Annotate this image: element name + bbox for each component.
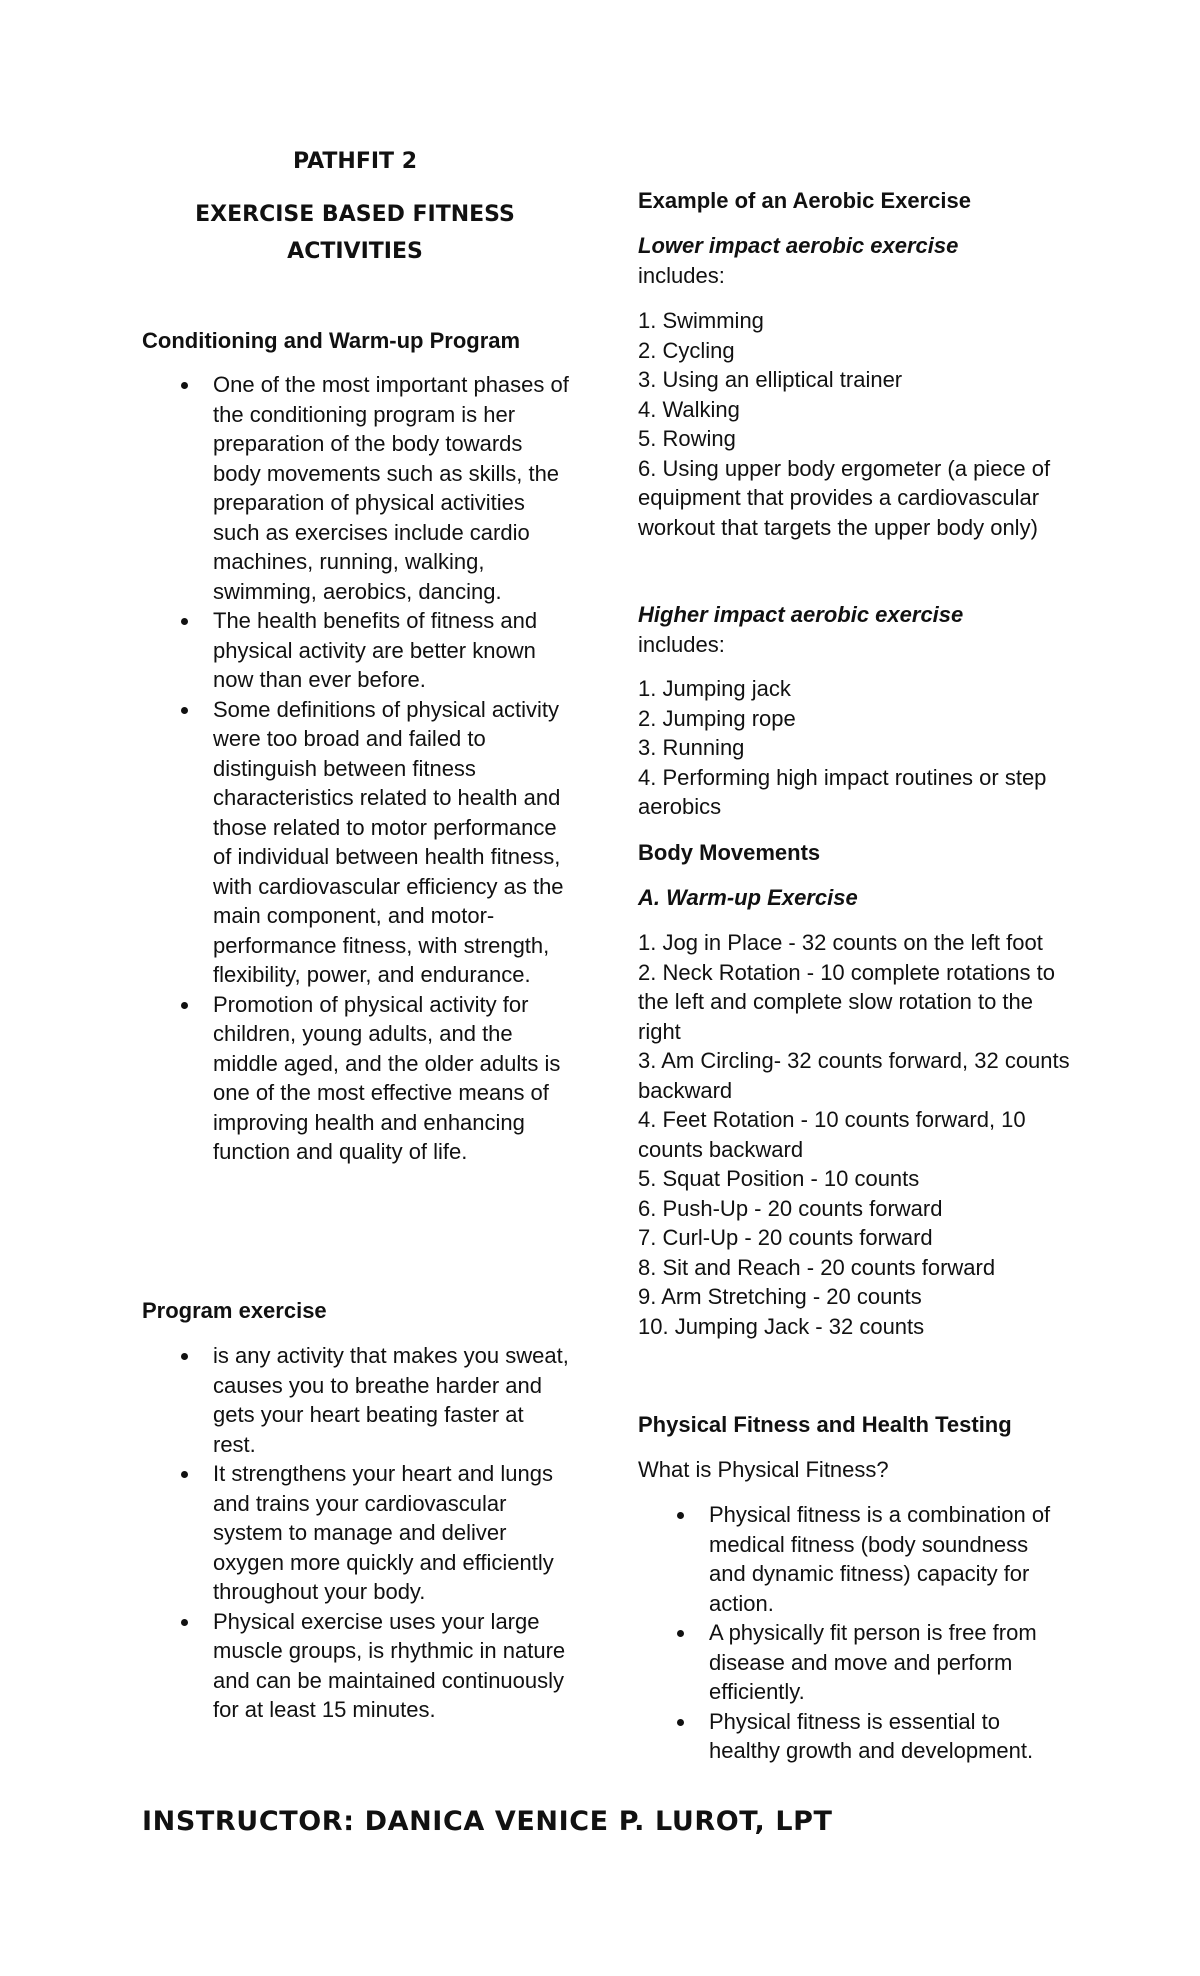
instructor-line: INSTRUCTOR: DANICA VENICE P. LUROT, LPT (142, 1806, 833, 1837)
program-bullet-list (142, 1341, 572, 1725)
lower-impact-item: 6. Using upper body ergometer (a piece of equipment that provides a cardiovascular workout that targets the upper body only) (638, 455, 1051, 540)
warmup-item: 3. Am Circling- 32 counts forward, 32 counts backward (638, 1048, 1070, 1103)
lower-impact-item: 3. Using an elliptical trainer (638, 367, 903, 392)
higher-impact-item: 2. Jumping rope (638, 705, 796, 731)
higher-impact-item: 3. Running (638, 735, 745, 760)
lower-impact-list (638, 306, 1070, 542)
testing-bullet: Physical fitness is essential to healthy growth and development. (638, 1707, 1070, 1766)
warmup-item: 2. Neck Rotation - 10 complete rotations to the left and complete slow rotation to the right (638, 959, 1055, 1044)
warmup-item: 10. Jumping Jack - 32 counts (638, 1313, 925, 1339)
higher-impact-list (638, 674, 1070, 822)
warmup-item: 9. Arm Stretching - 20 counts (638, 1284, 922, 1309)
lower-impact-includes: includes: (638, 263, 725, 288)
lower-impact-item: 4. Walking (638, 396, 740, 422)
document-title: EXERCISE BASED FITNESS ACTIVITIES (195, 202, 515, 264)
aerobic-heading: Example of an Aerobic Exercise (638, 188, 971, 213)
warmup-item: 8. Sit and Reach - 20 counts forward (638, 1254, 996, 1280)
program-heading: Program exercise (142, 1298, 327, 1323)
conditioning-bullet: The health benefits of fitness and physical activity are better known now than ever before. (142, 606, 572, 695)
course-title: PATHFIT 2 (292, 149, 418, 174)
warmup-list (638, 928, 1070, 1341)
program-bullet: Physical exercise uses your large muscle groups, is rhythmic in nature and can be maintained continuously for at least 15 minutes. (142, 1607, 572, 1725)
testing-bullet: Physical fitness is a combination of medical fitness (body soundness and dynamic fitness) capacity for action. (638, 1500, 1070, 1618)
testing-heading: Physical Fitness and Health Testing (638, 1412, 1012, 1437)
conditioning-bullet: Promotion of physical activity for children, young adults, and the middle aged, and the older adults is one of the most effective means of improving health and enhancing function and quality of life. (142, 990, 572, 1167)
lower-impact-item: 2. Cycling (638, 337, 735, 363)
warmup-item: 7. Curl-Up - 20 counts forward (638, 1225, 933, 1250)
warmup-item: 1. Jog in Place - 32 counts on the left foot (638, 930, 1043, 955)
testing-bullet-list (638, 1500, 1070, 1766)
warmup-item: 6. Push-Up - 20 counts forward (638, 1195, 943, 1221)
program-bullet: It strengthens your heart and lungs and trains your cardiovascular system to manage and deliver oxygen more quickly and efficiently throughout your body. (142, 1459, 572, 1607)
warmup-item: 5. Squat Position - 10 counts (638, 1166, 920, 1191)
lower-impact-item: 5. Rowing (638, 426, 736, 451)
lower-impact-item: 1. Swimming (638, 308, 764, 333)
higher-impact-item: 4. Performing high impact routines or step aerobics (638, 764, 1047, 819)
conditioning-heading: Conditioning and Warm-up Program (142, 328, 521, 353)
program-bullet: is any activity that makes you sweat, causes you to breathe harder and gets your heart beating faster at rest. (142, 1341, 572, 1459)
testing-bullet: A physically fit person is free from disease and move and perform efficiently. (638, 1618, 1070, 1707)
body-movements-heading: Body Movements (638, 840, 821, 865)
warmup-item: 4. Feet Rotation - 10 counts forward, 10 counts backward (638, 1107, 1026, 1162)
testing-question: What is Physical Fitness? (638, 1457, 889, 1482)
higher-impact-item: 1. Jumping jack (638, 676, 791, 701)
warmup-label: A. Warm-up Exercise (638, 885, 858, 910)
conditioning-bullet: Some definitions of physical activity were too broad and failed to distinguish between fitness characteristics related to health and those related to motor performance of individual between health fitness, with cardiovascular efficiency as the main component, and motor-performance fitness, with strength, flexibility, power, and endurance. (142, 695, 572, 990)
conditioning-bullet: One of the most important phases of the conditioning program is her preparation of the body towards body movements such as skills, the preparation of physical activities such as exercises include cardio machines, running, walking, swimming, aerobics, dancing. (142, 370, 572, 606)
lower-impact-label: Lower impact aerobic exercise (638, 233, 959, 258)
conditioning-bullet-list (142, 370, 572, 1167)
higher-impact-includes: includes: (638, 632, 725, 657)
higher-impact-label: Higher impact aerobic exercise (638, 602, 964, 627)
